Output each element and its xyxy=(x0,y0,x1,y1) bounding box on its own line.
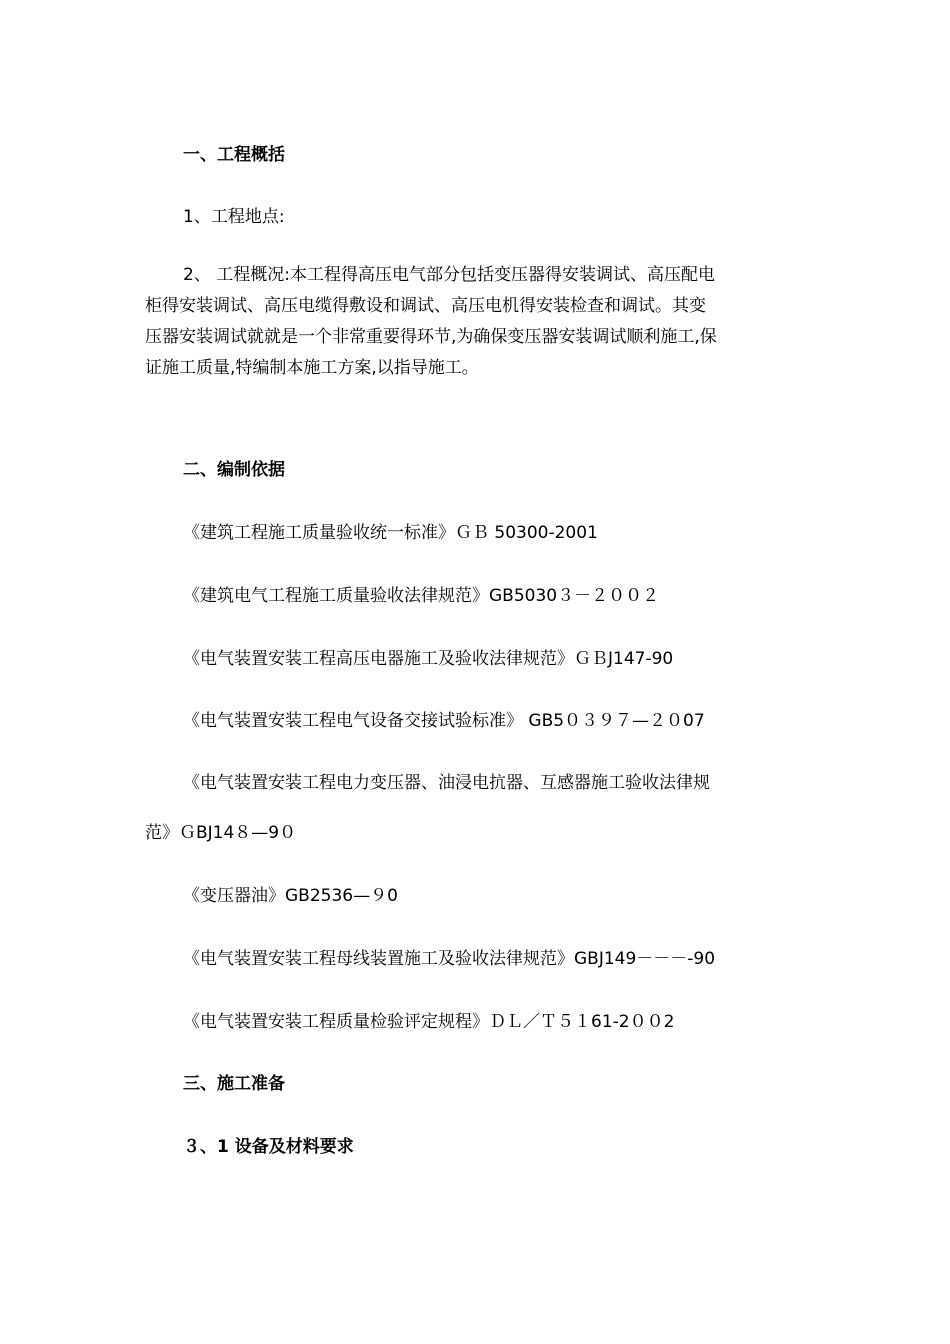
reference-item-line-2: 范》ＧBJ14８—9０ xyxy=(145,823,297,843)
section-1-title: 一、工程概括 xyxy=(183,145,285,165)
section-1-item-2-paragraph xyxy=(145,260,811,384)
reference-item: 《电气装置安装工程电气设备交接试验标准》 GB5０３９７—２０07 xyxy=(183,711,705,731)
reference-item: 《建筑电气工程施工质量验收法律规范》GB5030３－２００２ xyxy=(183,586,660,606)
section-3-title: 三、施工准备 xyxy=(183,1074,285,1094)
paragraph-line: 柜得安装调试、高压电缆得敷设和调试、高压电机得安装检查和调试。其变 xyxy=(145,296,706,316)
section-3-subtitle: ３、1 设备及材料要求 xyxy=(183,1137,354,1157)
reference-item: 《电气装置安装工程母线装置施工及验收法律规范》GBJ149－－－-90 xyxy=(183,949,716,969)
paragraph-line: 压器安装调试就就是一个非常重要得环节,为确保变压器安装调试顺利施工,保 xyxy=(145,327,717,347)
section-2-title: 二、编制依据 xyxy=(183,460,285,480)
section-1-item-1: 1、工程地点: xyxy=(183,207,285,227)
reference-item: 《变压器油》GB2536—９0 xyxy=(183,886,398,906)
reference-item-line-1: 《电气装置安装工程电力变压器、油浸电抗器、互感器施工验收法律规 xyxy=(183,773,710,793)
reference-item: 《建筑工程施工质量验收统一标准》ＧＢ 50300-2001 xyxy=(183,523,598,543)
reference-item: 《电气装置安装工程质量检验评定规程》ＤＬ／Ｔ５１61-2００2 xyxy=(183,1012,675,1032)
paragraph-line: 2、 工程概况:本工程得高压电气部分包括变压器得安装调试、高压配电 xyxy=(183,265,715,285)
reference-item: 《电气装置安装工程高压电器施工及验收法律规范》ＧＢJ147-90 xyxy=(183,649,674,669)
paragraph-line: 证施工质量,特编制本施工方案,以指导施工。 xyxy=(145,358,479,378)
